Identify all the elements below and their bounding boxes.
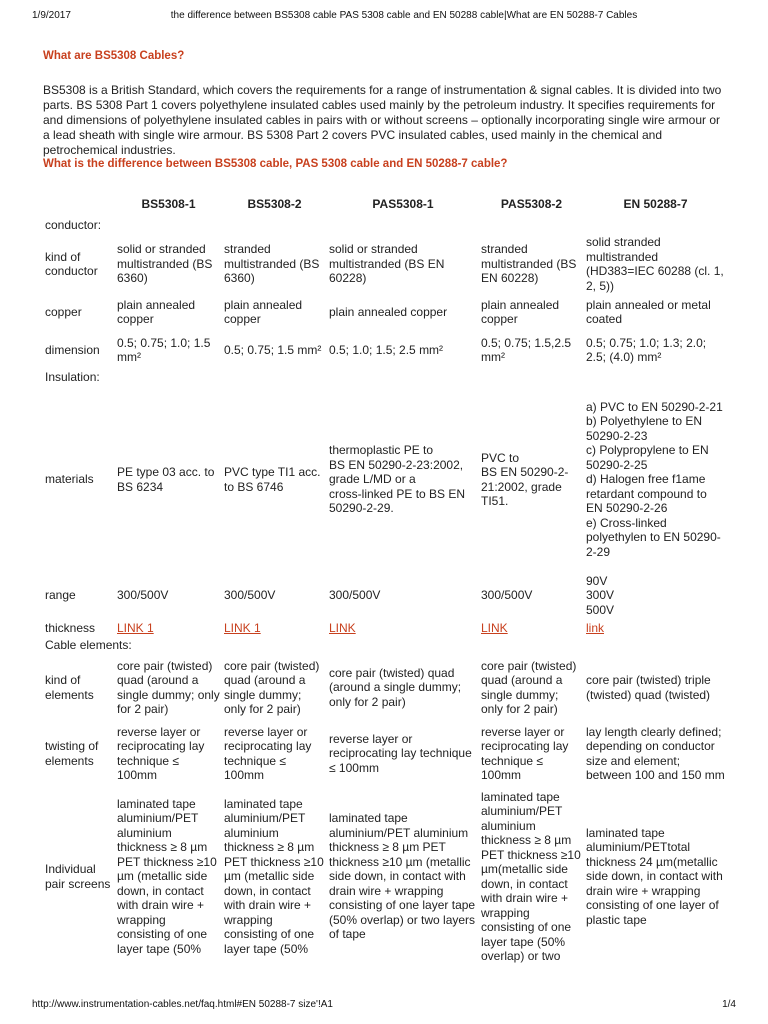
cell: [222, 618, 327, 638]
table-cell: reverse layer or reciprocating lay technique ≤ 100mm: [329, 731, 472, 775]
comparison-table: [43, 196, 727, 967]
table-cell: 0.5; 0.75; 1.5 mm²: [224, 342, 322, 357]
row-label: materials: [45, 472, 94, 487]
table-cell: reverse layer or reciprocating lay technique ≤ 100mm: [224, 724, 312, 782]
row-label: thickness: [45, 620, 96, 635]
table-cell: solid or stranded multistranded (BS EN 60228): [329, 242, 445, 286]
thickness-link-bs5308-2[interactable]: LINK 1: [224, 620, 261, 635]
section-label: Cable elements:: [45, 638, 132, 652]
table-cell: core pair (twisted) quad (around a single dummy; only for 2 pair): [224, 658, 320, 716]
cell: [115, 618, 222, 638]
table-cell: 300/500V: [329, 588, 381, 602]
thickness-link-pas5308-1[interactable]: LINK: [329, 620, 356, 635]
cell: [327, 618, 479, 638]
table-cell: thermoplastic PE to BS EN 50290-2-23:2002, grade L/MD or a cross-linked PE to BS EN 50290-2-29.: [329, 443, 466, 516]
table-row: [43, 294, 727, 330]
table-cell: solid or stranded multistranded (BS 6360): [117, 242, 213, 286]
table-cell: core pair (twisted) quad (around a single dummy; only for 2 pair): [481, 658, 577, 716]
table-row: [43, 573, 727, 619]
table-cell: PE type 03 acc. to BS 6234: [117, 465, 215, 494]
table-cell: a) PVC to EN 50290-2-21 b) Polyethylene to EN 50290-2-23 c) Polypropylene to EN 50290-2-25 d) Halogen free f1ame retardant compound to EN 50290-2-26 e) Cross-linked polyethylen to EN 50290-2-29: [586, 399, 723, 559]
table-cell: 300/500V: [481, 588, 533, 602]
table-row: [43, 387, 727, 573]
table-cell: laminated tape aluminium/PET aluminium thickness ≥ 8 µm PET thickness ≥10 µm (metallic side down, in contact with drain wire + wrapping consisting of one layer tape (50%: [117, 796, 217, 956]
row-label: kind of conductor: [45, 249, 98, 278]
table-cell: core pair (twisted) triple (twisted) quad (twisted): [586, 673, 711, 702]
thickness-link-en50288-7[interactable]: link: [586, 620, 605, 635]
table-row: [43, 721, 727, 787]
row-label: copper: [45, 304, 82, 319]
question-heading-difference: What is the difference between BS5308 cable, PAS 5308 cable and EN 50288-7 cable?: [43, 158, 508, 170]
row-label: range: [45, 588, 76, 602]
table-header-row: [43, 196, 727, 218]
section-row-insulation: [43, 370, 727, 387]
table-cell: PVC to BS EN 50290-2-21:2002, grade TI51.: [481, 450, 569, 508]
row-label: dimension: [45, 342, 100, 357]
question-heading-bs5308: What are BS5308 Cables?: [43, 50, 185, 62]
thickness-link-bs5308-1[interactable]: LINK 1: [117, 620, 154, 635]
table-cell: PVC type TI1 acc. to BS 6746: [224, 465, 321, 494]
table-cell: 300/500V: [224, 588, 276, 602]
table-cell: laminated tape aluminium/PET aluminium thickness ≥ 8 µm PET thickness ≥10 µm(metallic side down, in contact with drain wire + wrapping consisting of one layer tape (50% overlap) or two: [481, 789, 581, 963]
table-row: [43, 655, 727, 721]
header-empty: [43, 196, 115, 218]
table-cell: 0.5; 0.75; 1.0; 1.5 mm²: [117, 335, 211, 364]
row-label: Individual pair screens: [45, 862, 111, 891]
header-en50288-7: EN 50288-7: [623, 197, 688, 211]
table-cell: plain annealed or metal coated: [586, 297, 711, 326]
header-bs5308-2: BS5308-2: [247, 197, 302, 211]
page-number: 1/4: [722, 999, 736, 1010]
table-row: [43, 787, 727, 967]
table-cell: plain annealed copper: [329, 304, 448, 319]
table-cell: 90V 300V 500V: [586, 573, 615, 617]
table-cell: 0.5; 0.75; 1.5,2.5 mm²: [481, 335, 572, 364]
header-pas5308-2: PAS5308-2: [500, 197, 563, 211]
table-cell: laminated tape aluminium/PET aluminium thickness ≥ 8 µm PET thickness ≥10 µm (metallic side down, in contact with drain wire + wrapping consisting of one layer tape (50% overlap) or two layers of tape: [329, 811, 476, 942]
table-row: [43, 330, 727, 370]
table-cell: 0.5; 1.0; 1.5; 2.5 mm²: [329, 342, 444, 357]
table-cell: laminated tape aluminium/PET aluminium thickness ≥ 8 µm PET thickness ≥10 µm (metallic side down, in contact with drain wire + wrapping consisting of one layer tape (50%: [224, 796, 324, 956]
table-cell: 0.5; 0.75; 1.0; 1.3; 2.0; 2.5; (4.0) mm²: [586, 335, 707, 364]
table-cell: solid stranded multistranded (HD383=IEC 60288 (cl. 1, 2, 5)): [586, 235, 724, 293]
cell: [584, 618, 727, 638]
table-cell: stranded multistranded (BS EN 60228): [481, 242, 577, 286]
header-bs5308-1: BS5308-1: [141, 197, 196, 211]
table-cell: reverse layer or reciprocating lay technique ≤ 100mm: [481, 724, 569, 782]
table-cell: stranded multistranded (BS 6360): [224, 242, 320, 286]
section-label: Insulation:: [45, 370, 100, 384]
table-cell: reverse layer or reciprocating lay technique ≤ 100mm: [117, 724, 205, 782]
cell: [479, 618, 584, 638]
table-cell: plain annealed copper: [117, 297, 196, 326]
print-title: the difference between BS5308 cable PAS 5308 cable and EN 50288 cable|What are EN 50288-7 Cables: [170, 10, 638, 21]
table-row-thickness: [43, 618, 727, 638]
table-cell: lay length clearly defined; depending on conductor size and element; between 100 and 150 mm: [586, 724, 725, 782]
thickness-link-pas5308-2[interactable]: LINK: [481, 620, 508, 635]
table-row: [43, 234, 727, 294]
footer-url: http://www.instrumentation-cables.net/faq.html#EN 50288-7 size'!A1: [32, 999, 333, 1010]
section-row-conductor: [43, 218, 727, 235]
table-cell: plain annealed copper: [224, 297, 303, 326]
table-cell: core pair (twisted) quad (around a single dummy; only for 2 pair): [329, 665, 462, 709]
print-date: 1/9/2017: [32, 10, 71, 21]
intro-paragraph: BS5308 is a British Standard, which covers the requirements for a range of instrumentation & signal cables. It is divided into two parts. BS 5308 Part 1 covers polyethylene insulated cables used mainly by the petroleum industry. It specifies requirements for and dimensions of polyethylene insulated cables in pairs with or without screens – optionally incorporating single wire armour or a lead sheath with single wire armour. BS 5308 Part 2 covers PVC insulated cables, used mainly in the chemical and petrochemical industries.: [43, 83, 722, 157]
row-label: twisting of elements: [45, 739, 99, 768]
table-cell: core pair (twisted) quad (around a single dummy; only for 2 pair): [117, 658, 220, 716]
header-pas5308-1: PAS5308-1: [372, 197, 434, 211]
table-cell: plain annealed copper: [481, 297, 560, 326]
section-row-cable-elements: [43, 638, 727, 655]
page-content: [43, 50, 727, 967]
section-label: conductor:: [45, 217, 102, 232]
table-cell: laminated tape aluminium/PETtotal thickness 24 µm(metallic side down, in contact with drain wire + wrapping consisting of one layer of plastic tape: [586, 825, 723, 927]
table-cell: 300/500V: [117, 588, 169, 602]
row-label: kind of elements: [45, 673, 94, 702]
